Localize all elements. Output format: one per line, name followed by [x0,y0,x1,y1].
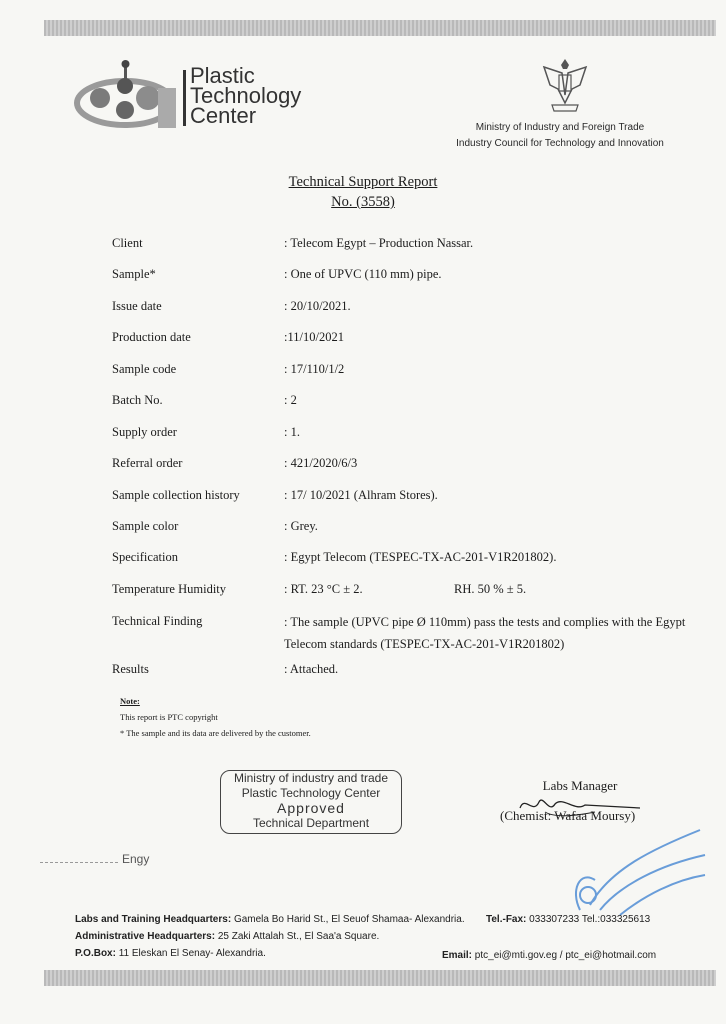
footer-hq-label: Labs and Training Headquarters: [75,914,232,925]
field-value: : Egypt Telecom (TESPEC-TX-AC-201-V1R201802). [284,550,557,564]
report-title-text: Technical Support Report [288,174,438,190]
field-label: Production date [112,330,191,344]
ministry-line-1: Ministry of Industry and Foreign Trade [475,122,645,133]
field-label: Sample collection history [112,488,240,502]
field-value: : 17/110/1/2 [284,362,345,376]
logo-line-1: Plastic [190,63,255,88]
engy-dashed-line [40,862,118,863]
report-number: No. (3558) [331,194,395,210]
field-value: : 17/ 10/2021 (Alhram Stores). [284,488,438,502]
blue-ink-stamp-icon [560,810,710,920]
ptc-logo-mark-icon [70,58,180,138]
field-label: Sample* [112,267,156,281]
footer-line-po [75,945,675,962]
note-line-1: This report is PTC copyright [120,712,218,722]
field-label: Sample color [112,519,179,533]
field-value: :11/10/2021 [284,330,344,344]
field-label: Client [112,236,143,250]
footer-tel2-value: :033325613 [597,914,651,925]
top-scan-band [44,20,716,36]
field-value: : 421/2020/6/3 [284,456,358,470]
field-label: Referral order [112,456,183,470]
field-label: Specification [112,550,178,564]
field-value: : Telecom Egypt – Production Nassar. [284,236,474,250]
field-value: : RT. 23 °C ± 2. [284,582,363,596]
footer-tel2-label: Tel. [581,914,598,925]
field-value: : 2 [284,393,297,407]
field-label: Temperature Humidity [112,582,227,596]
ministry-line-2: Industry Council for Technology and Innovation [456,138,664,149]
field-value: : Attached. [284,662,339,676]
field-value: : 1. [284,425,300,439]
field-label: Results [112,662,149,676]
note-heading: Note: [120,696,140,706]
stamp-line-2: Plastic Technology Center [241,786,381,800]
egypt-eagle-emblem-icon [540,55,590,113]
footer-admin-value: 25 Zaki Attalah St., El Saa'a Square. [217,931,380,942]
engy-initials: Engy [122,852,150,866]
footer-admin-label: Administrative Headquarters: [75,931,216,942]
labs-manager-name: (Chemist: Wafaa Moursy) [500,808,636,823]
ptc-logo [70,58,300,138]
stamp-line-4: Technical Department [252,816,370,830]
stamp-line-1: Ministry of industry and trade [233,771,389,785]
field-label: Batch No. [112,393,163,407]
approval-stamp [220,770,402,834]
field-label: Supply order [112,425,177,439]
footer-po-label: P.O.Box: [75,948,116,959]
field-value: : The sample (UPVC pipe Ø 110mm) pass the tests and complies with the Egypt Telecom standards (TESPEC-TX-AC-201-V1R201802) [284,615,686,651]
footer-tel-label: Tel.-Fax: [486,914,527,925]
footer-email-label: Email: [442,950,473,961]
logo-line-2: Technology [190,83,302,108]
logo-line-3: Center [190,103,257,128]
report-title [0,172,726,212]
logo-divider [183,70,186,126]
footer-contact [75,911,675,962]
field-label: Sample code [112,362,177,376]
stamp-line-3: Approved [277,800,345,816]
ministry-header [430,120,690,152]
field-value: : One of UPVC (110 mm) pipe. [284,267,442,281]
footer-line-admin [75,928,675,945]
note-block [120,693,311,741]
footer-po-value: 11 Eleskan El Senay- Alexandria. [118,948,266,959]
footer-hq-value: Gamela Bo Harid St., El Seuof Shamaa- Alexandria. [233,914,465,925]
footer-tel-value: 033307233 [529,914,580,925]
field-humidity-value: RH. 50 % ± 5. [454,582,527,596]
logo-wordmark [190,63,302,128]
field-label: Technical Finding [112,614,203,628]
field-label: Issue date [112,299,162,313]
field-value: : Grey. [284,519,318,533]
bottom-scan-band [44,970,716,986]
field-value: : 20/10/2021. [284,299,351,313]
footer-email-value: ptc_ei@mti.gov.eg / ptc_ei@hotmail.com [474,950,657,961]
footer-line-hq [75,911,675,928]
note-line-2: * The sample and its data are delivered by the customer. [120,728,311,738]
labs-manager-title: Labs Manager [542,778,618,793]
